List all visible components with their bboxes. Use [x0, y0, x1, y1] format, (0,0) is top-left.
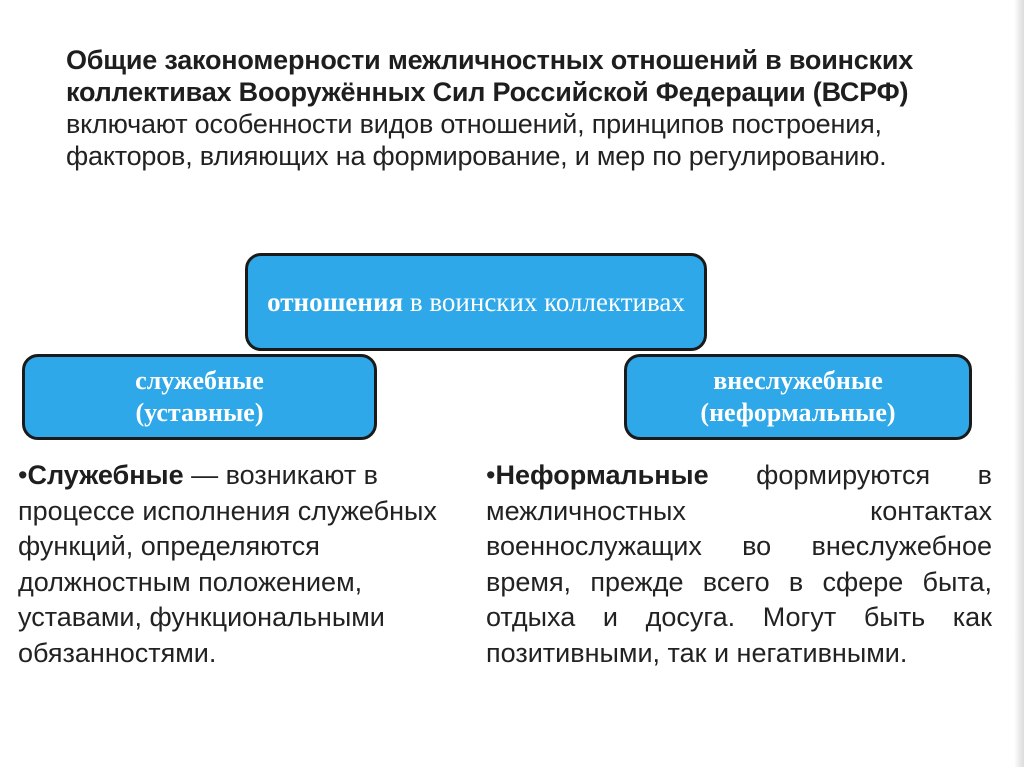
- relations-root-box: [245, 253, 707, 351]
- official-relations-line1: служебные: [135, 366, 264, 395]
- official-relations-box: [22, 354, 377, 440]
- slide-edge: [1014, 0, 1024, 767]
- intro-bold-text: Общие закономерности межличностных отношений в воинских коллективах Вооружённых Сил Российской Федерации (ВСРФ): [66, 45, 914, 107]
- official-description: [18, 458, 448, 671]
- informal-relations-line1: внеслужебные: [713, 366, 883, 395]
- bullet: •: [486, 460, 496, 490]
- official-description-text: — возникают в процессе исполнения служебных функций, определяются должностным положением, уставами, функциональными обязанностями.: [18, 460, 437, 668]
- informal-relations-box: [624, 354, 972, 440]
- informal-description-text: формируются в межличностных контактах военнослужащих во внеслужебное время, прежде всего в сфере быта, отдыха и досуга. Могут быть как позитивными, так и негативными.: [486, 460, 992, 668]
- relations-root-rest: в воинских коллективах: [403, 287, 685, 317]
- official-description-bold: Служебные: [27, 460, 184, 490]
- informal-description-bold: Неформальные: [495, 460, 709, 490]
- bullet: •: [18, 460, 28, 490]
- intro-rest-text: включают особенности видов отношений, принципов построения, факторов, влияющих на формирование, и мер по регулированию.: [66, 109, 887, 171]
- relations-root-label: [267, 286, 685, 318]
- intro-paragraph: [66, 44, 936, 172]
- relations-root-bold: отношения: [267, 287, 404, 317]
- informal-description: [486, 458, 992, 671]
- informal-relations-line2: (неформальные): [700, 398, 896, 427]
- official-relations-line2: (уставные): [135, 398, 264, 427]
